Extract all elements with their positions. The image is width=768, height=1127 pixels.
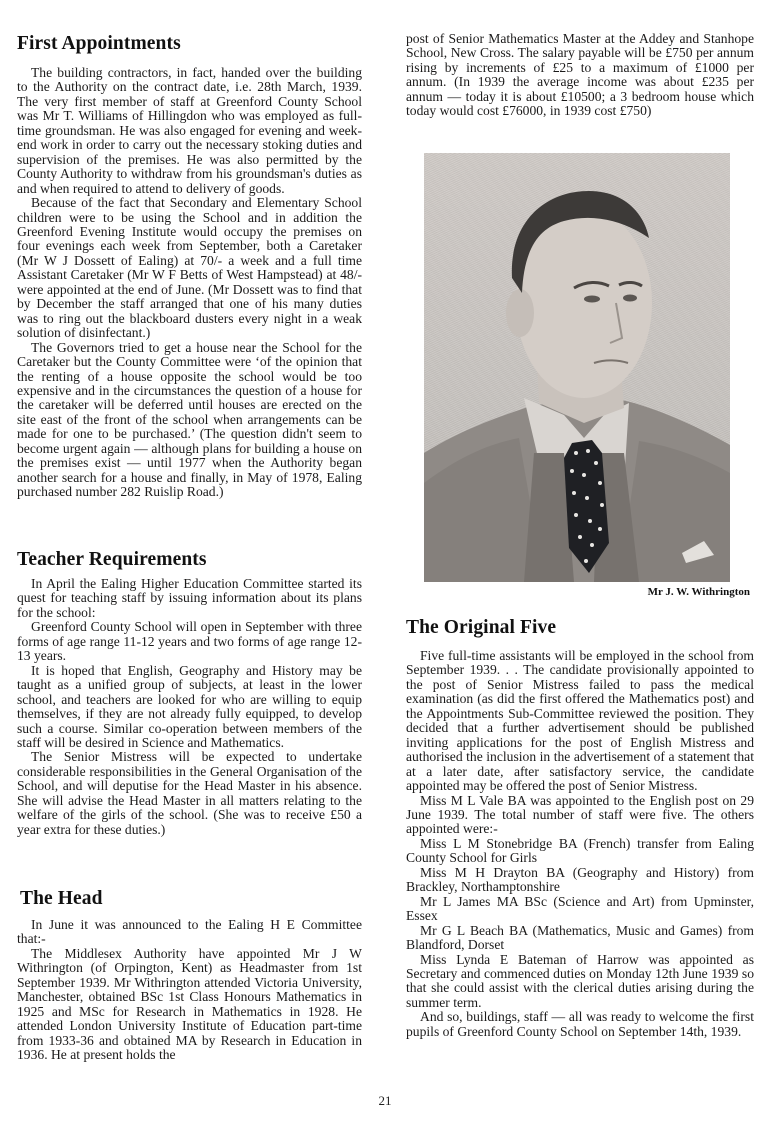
section-first-appointments [17, 33, 362, 500]
paragraph: It is hoped that English, Geography and History may be taught as a unified group of subjects, at least in the lower school, and teachers are looked for who are willing to equip themselves, if they are not already fully equipped, to develop such a course. Similar co-operation between members of the staff will be desired in Science and Mathematics. [17, 662, 362, 750]
paragraph: The Governors tried to get a house near the School for the Caretaker but the County Committee were ‘of the opinion that the renting of a house opposite the school would be too expensive and in the circumstances the question of a house for the caretaker will be deferred until houses are erected on the site east of the front of the school when arrangements can be made for one to be purchased.’ (The question didn't seem to become urgent again — although plans for building a house on the premises exist — until 1977 when the Authority began another search for a house and finally, in May of 1978, Ealing purchased number 282 Ruislip Road.) [17, 339, 362, 500]
paragraph: And so, buildings, staff — all was ready to welcome the first pupils of Greenford County School on September 14th, 1939. [406, 1009, 754, 1039]
page-number: 21 [378, 1093, 392, 1108]
paragraph: In June it was announced to the Ealing H E Committee that:- [17, 917, 362, 947]
paragraph: The Middlesex Authority have appointed Mr J W Withrington (of Orpington, Kent) as Headmaster from 1st September 1939. Mr Withrington attended Victoria University, Manchester, obtained BSc 1st Class Honours Mathematics in 1925 and MSc for Research in Mathematics in 1928. He attended London University Institute of Education part-time from 1933-36 and obtained MA by Research in Education in 1936. He at present holds the [17, 945, 362, 1063]
portrait-photo [424, 153, 730, 582]
section-teacher-requirements [17, 549, 362, 837]
paragraph: Mr L James MA BSc (Science and Art) from Upminster, Essex [406, 893, 754, 924]
paragraph: Miss Lynda E Bateman of Harrow was appointed as Secretary and commenced duties on Monday 12th June 1939 so that she could assist with the clerical duties arising during the summer term. [406, 951, 754, 1010]
paragraph: Miss M H Drayton BA (Geography and History) from Brackley, Northamptonshire [406, 864, 754, 895]
photo-caption: Mr J. W. Withrington [647, 586, 750, 598]
heading-teacher-requirements: Teacher Requirements [17, 549, 207, 570]
paragraph-continuation: post of Senior Mathematics Master at the Addey and Stanhope School, New Cross. The salary payable will be £750 per annum rising by increments of £25 to a maximum of £1000 per annum. (In 1939 the average income was about £235 per annum — today it is about £10500; a 3 bedroom house which today would cost £76000, in 1939 cost £750) [406, 31, 754, 119]
section-the-original-five [406, 617, 754, 1039]
portrait-illustration [424, 153, 730, 582]
paragraph: Greenford County School will open in September with three forms of age range 11-12 years and two forms of age range 12-13 years. [17, 619, 362, 664]
paragraph: Because of the fact that Secondary and Elementary School children were to be using the School and in addition the Greenford Evening Institute would occupy the premises on four evenings each week from September, both a Caretaker (Mr W J Dossett of Ealing) at 70/- a week and a full time Assistant Caretaker (Mr W F Betts of West Hampstead) at 48/- were appointed at the end of June. (Mr Dossett was to find that by December the staff arranged that one of his many duties was to ring out the blackboard dusters every night in a weak solution of disinfectant.) [17, 195, 362, 341]
section-continuation [406, 32, 754, 119]
section-the-head [17, 888, 362, 1063]
heading-the-original-five: The Original Five [406, 617, 557, 638]
heading-the-head: The Head [20, 888, 103, 909]
heading-first-appointments: First Appointments [17, 33, 181, 54]
paragraph: In April the Ealing Higher Education Committee started its quest for teaching staff by issuing information about its plans for the school: [17, 576, 362, 620]
paragraph: The building contractors, in fact, handed over the building to the Authority on the contract date, i.e. 28th March, 1939. The very first member of staff at Greenford County School was Mr T. Williams of Hillingdon who was employed as full-time groundsman. He was also engaged for evening and week-end work in order to carry out the necessary stoking duties and supervision of the premises. He was also permitted by the County Authority to withdraw from his groundsman's duties as and when required to attend to delivery of goods. [17, 65, 362, 196]
paragraph: Five full-time assistants will be employed in the school from September 1939. . . The candidate provisionally appointed to the post of Senior Mistress failed to pass the medical examination (as did the first offered the Mathematics post) and the Appointments Sub-Committee reviewed the position. They decided that a further advertisement should be published inviting applications for the post of English Mistress and authorised the inclusion in the advertisement of a statement that at a later date, after satisfactory service, the candidate appointed may be offered the post of Senior Mistress. [406, 648, 754, 794]
paragraph: The Senior Mistress will be expected to undertake considerable responsibilities in the General Organisation of the School, and will deputise for the Head Master in his absence. She will advise the Head Master in all matters relating to the welfare of the girls of the school. (She was to receive £50 a year extra for these duties.) [17, 749, 362, 837]
paragraph: Miss M L Vale BA was appointed to the English post on 29 June 1939. The total number of staff were five. The others appointed were:- [406, 792, 754, 837]
paragraph: Miss L M Stonebridge BA (French) transfer from Ealing County School for Girls [406, 835, 754, 866]
paragraph: Mr G L Beach BA (Mathematics, Music and Games) from Blandford, Dorset [406, 922, 754, 953]
